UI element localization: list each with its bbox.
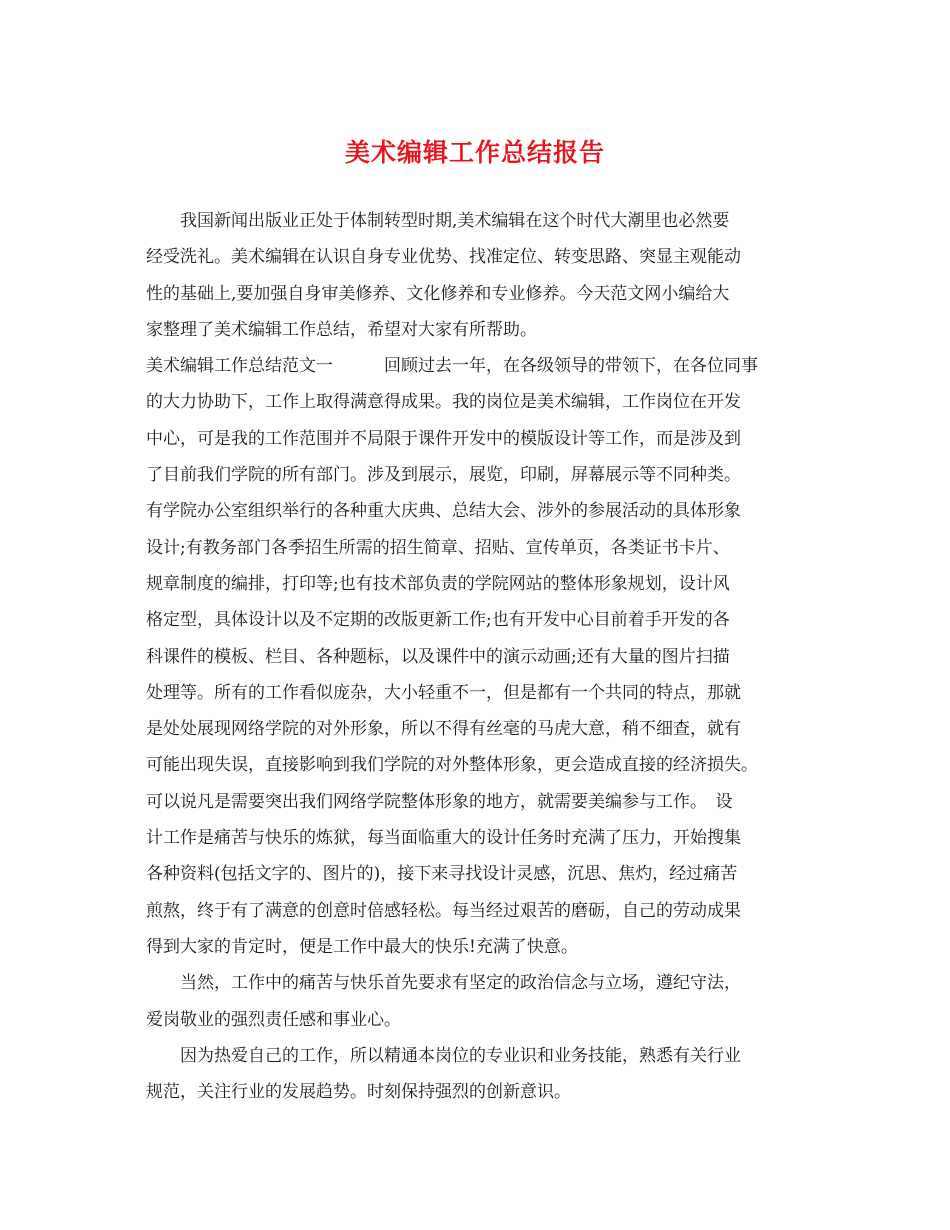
text-line: 经受洗礼。美术编辑在认识自身专业优势、找准定位、转变思路、突显主观能动 — [146, 247, 741, 268]
text-line: 各种资料(包括文字的、图片的)，接下来寻找设计灵感，沉思、焦灼，经过痛苦 — [146, 864, 738, 885]
text-line: 当然，工作中的痛苦与快乐首先要求有坚定的政治信念与立场，遵纪守法， — [180, 973, 741, 994]
text-line: 的大力协助下，工作上取得满意得成果。我的岗位是美术编辑，工作岗位在开发 — [146, 392, 741, 413]
text-line: 处理等。所有的工作看似庞杂，大小轻重不一，但是都有一个共同的特点，那就 — [146, 682, 741, 703]
text-line: 因为热爱自己的工作，所以精通本岗位的专业识和业务技能，熟悉有关行业 — [180, 1045, 741, 1066]
text-line: 可以说凡是需要突出我们网络学院整体形象的地方，就需要美编参与工作。 设 — [146, 791, 733, 812]
text-line: 可能出现失误，直接影响到我们学院的对外整体形象，更会造成直接的经济损失。 — [146, 755, 758, 776]
text-line: 我国新闻出版业正处于体制转型时期,美术编辑在这个时代大潮里也必然要 — [180, 211, 730, 231]
page-title: 美术编辑工作总结报告 — [344, 138, 605, 167]
text-line: 设计;有教务部门各季招生所需的招生简章、招贴、宣传单页，各类证书卡片、 — [146, 537, 730, 558]
text-line: 家整理了美术编辑工作总结，希望对大家有所帮助。 — [146, 319, 537, 340]
text-line: 美术编辑工作总结范文一 回顾过去一年，在各级领导的带领下，在各位同事 — [146, 356, 758, 377]
text-line: 爱岗敬业的强烈责任感和事业心。 — [146, 1009, 401, 1030]
text-line: 性的基础上,要加强自身审美修养、文化修养和专业修养。今天范文网小编给大 — [146, 283, 730, 304]
text-line: 科课件的模板、栏目、各种题标，以及课件中的演示动画;还有大量的图片扫描 — [146, 646, 730, 667]
text-line: 规范，关注行业的发展趋势。时刻保持强烈的创新意识。 — [146, 1082, 571, 1103]
text-line: 是处处展现网络学院的对外形象，所以不得有丝毫的马虎大意，稍不细查，就有 — [146, 719, 741, 740]
text-line: 格定型，具体设计以及不定期的改版更新工作;也有开发中心目前着手开发的各 — [146, 610, 730, 631]
text-line: 有学院办公室组织举行的各种重大庆典、总结大会、涉外的参展活动的具体形象 — [146, 501, 741, 522]
text-line: 了目前我们学院的所有部门。涉及到展示，展览，印刷，屏幕展示等不同种类。 — [146, 465, 741, 486]
text-line: 中心，可是我的工作范围并不局限于课件开发中的模版设计等工作，而是涉及到 — [146, 428, 741, 449]
document-body — [146, 203, 816, 1110]
text-line: 规章制度的编排，打印等;也有技术部负责的学院网站的整体形象规划，设计风 — [146, 573, 730, 594]
text-line: 计工作是痛苦与快乐的炼狱，每当面临重大的设计任务时充满了压力，开始搜集 — [146, 828, 741, 849]
text-line: 得到大家的肯定时，便是工作中最大的快乐!充满了快意。 — [146, 936, 578, 957]
text-line: 煎熬，终于有了满意的创意时倍感轻松。每当经过艰苦的磨砺，自己的劳动成果 — [146, 900, 741, 921]
